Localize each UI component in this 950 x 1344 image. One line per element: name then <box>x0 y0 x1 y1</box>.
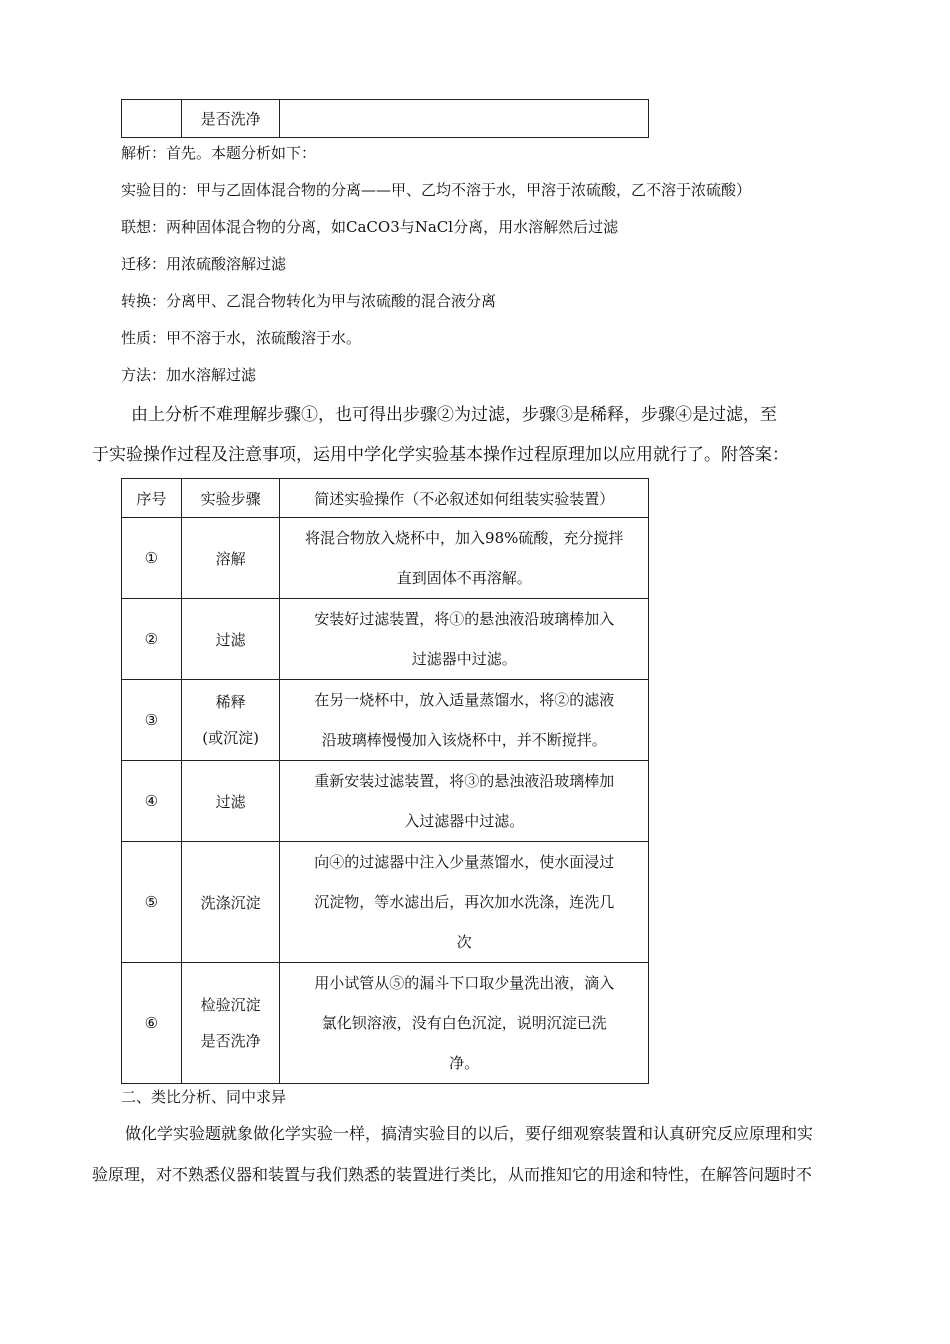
row-number: ⑤ <box>122 842 182 963</box>
analysis-line: 解析：首先。本题分析如下： <box>121 144 317 162</box>
operation-text: 用小试管从⑤的漏斗下口取少量洗出液，滴入 氯化钡溶液，没有白色沉淀，说明沉淀已洗 净。 <box>280 963 649 1084</box>
step-name: 溶解 <box>181 518 280 599</box>
paragraph-line: 由上分析不难理解步骤①，也可得出步骤②为过滤，步骤③是稀释，步骤④是过滤，至 <box>131 405 777 425</box>
row-number: ③ <box>122 680 182 761</box>
paragraph-line: 做化学实验题就象做化学实验一样，搞清实验目的以后，要仔细观察装置和认真研究反应原理和实 <box>125 1124 814 1143</box>
answer-table <box>121 478 649 1084</box>
row-number: ④ <box>122 761 182 842</box>
header-cell: 序号 <box>122 479 182 518</box>
analysis-line: 转换：分离甲、乙混合物转化为甲与浓硫酸的混合液分离 <box>121 292 497 310</box>
row-number: ② <box>122 599 182 680</box>
operation-text: 在另一烧杯中，放入适量蒸馏水，将②的滤液 沿玻璃棒慢慢加入该烧杯中，并不断搅拌。 <box>280 680 649 761</box>
table-row <box>122 518 649 599</box>
operation-text: 向④的过滤器中注入少量蒸馏水，使水面浸过 沉淀物，等水滤出后，再次加水洗涤，连洗几 次 <box>280 842 649 963</box>
row-number: ⑥ <box>122 963 182 1084</box>
empty-cell <box>122 100 182 138</box>
analysis-line: 实验目的：甲与乙固体混合物的分离——甲、乙均不溶于水，甲溶于浓硫酸，乙不溶于浓硫酸） <box>121 181 752 199</box>
step-cell: 是否洗净 <box>181 100 280 138</box>
operation-text: 重新安装过滤装置，将③的悬浊液沿玻璃棒加 入过滤器中过滤。 <box>280 761 649 842</box>
step-name: 检验沉淀 是否洗净 <box>181 963 280 1084</box>
step-name: 稀释 (或沉淀) <box>181 680 280 761</box>
paragraph-line: 于实验操作过程及注意事项，运用中学化学实验基本操作过程原理加以应用就行了。附答案： <box>92 445 789 465</box>
empty-cell <box>280 100 649 138</box>
table-header-row <box>122 479 649 518</box>
table-row <box>122 842 649 963</box>
table-row <box>122 761 649 842</box>
header-cell: 实验步骤 <box>181 479 280 518</box>
table-row <box>122 963 649 1084</box>
table-row <box>122 599 649 680</box>
operation-text: 安装好过滤装置，将①的悬浊液沿玻璃棒加入 过滤器中过滤。 <box>280 599 649 680</box>
analysis-line: 迁移：用浓硫酸溶解过滤 <box>121 255 287 273</box>
table-row <box>122 680 649 761</box>
header-cell: 简述实验操作（不必叙述如何组装实验装置） <box>280 479 649 518</box>
analysis-line: 联想：两种固体混合物的分离，如CaCO3与NaCl分离，用水溶解然后过滤 <box>121 218 619 236</box>
step-name: 过滤 <box>181 761 280 842</box>
analysis-line: 方法：加水溶解过滤 <box>121 366 257 384</box>
section-heading: 二、类比分析、同中求异 <box>121 1088 287 1106</box>
analysis-line: 性质：甲不溶于水，浓硫酸溶于水。 <box>121 329 362 347</box>
continued-table-fragment <box>121 99 649 138</box>
paragraph-line: 验原理，对不熟悉仪器和装置与我们熟悉的装置进行类比，从而推知它的用途和特性，在解答问题时不 <box>92 1165 813 1184</box>
step-name: 过滤 <box>181 599 280 680</box>
operation-text: 将混合物放入烧杯中，加入98%硫酸，充分搅拌 直到固体不再溶解。 <box>280 518 649 599</box>
step-name: 洗涤沉淀 <box>181 842 280 963</box>
row-number: ① <box>122 518 182 599</box>
